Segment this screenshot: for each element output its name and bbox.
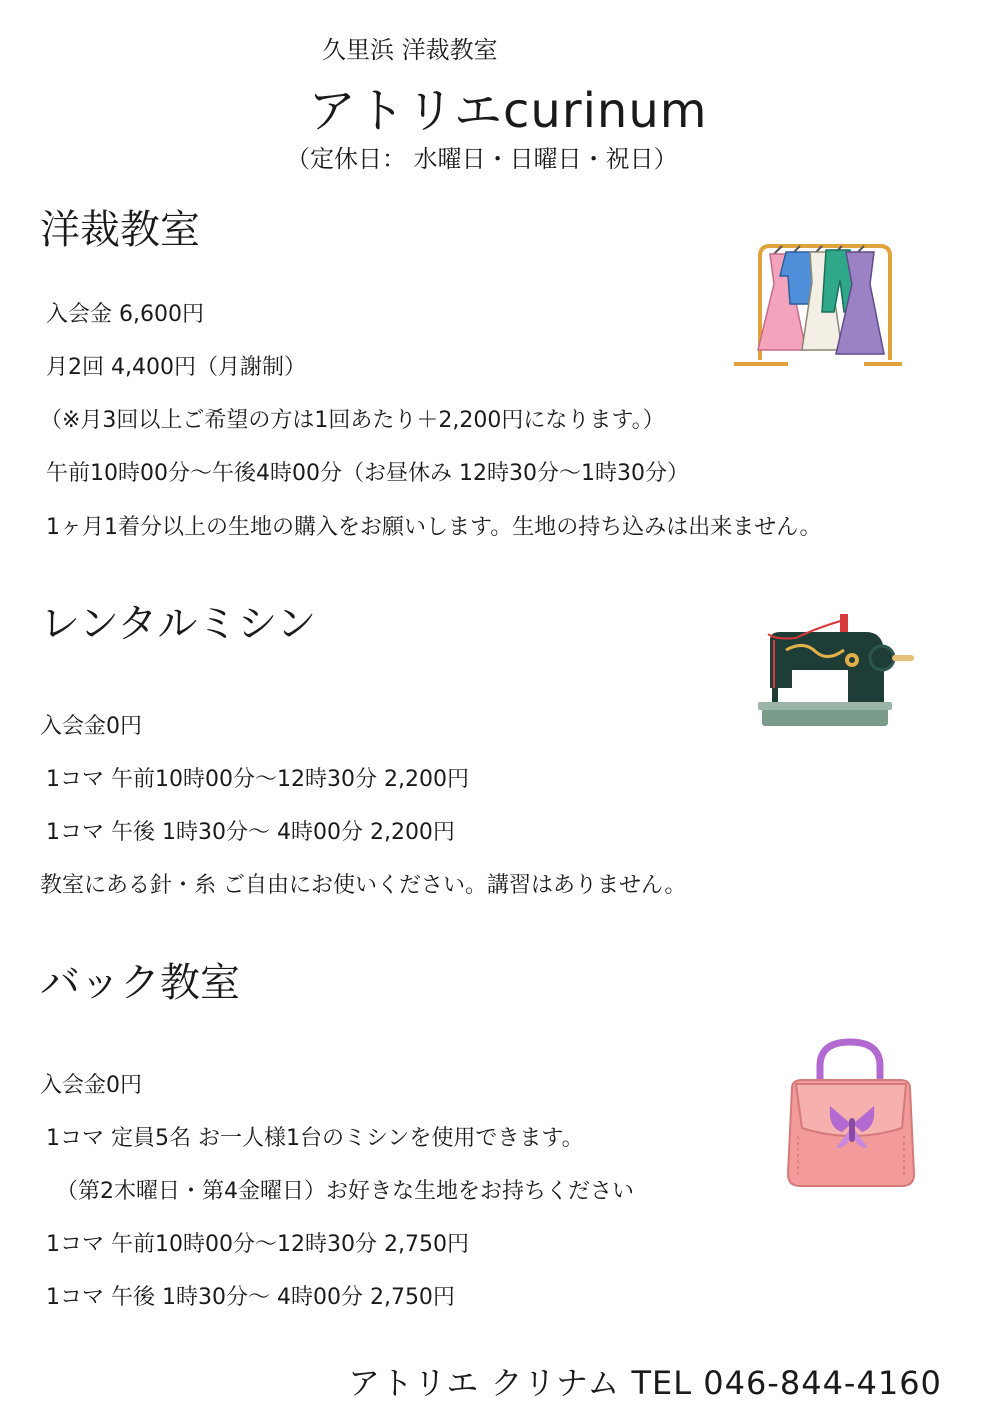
bag-class-heading: バック教室 xyxy=(40,960,240,1006)
page-title: アトリエcurinum xyxy=(308,83,708,139)
sewing-class-line: 月2回 4,400円（月謝制） xyxy=(46,355,306,380)
bag-class-line: 1コマ 定員5名 お一人様1台のミシンを使用できます。 xyxy=(46,1126,584,1151)
rental-machine-line: 入会金0円 xyxy=(40,714,142,739)
rental-machine-line: 1コマ 午後 1時30分〜 4時00分 2,200円 xyxy=(46,820,455,845)
bag-class-line: 1コマ 午前10時00分〜12時30分 2,750円 xyxy=(46,1232,469,1257)
rental-machine-heading: レンタルミシン xyxy=(40,601,317,647)
footer-contact: アトリエ クリナム TEL 046-844-4160 xyxy=(348,1364,942,1402)
bag-class-line: 1コマ 午後 1時30分〜 4時00分 2,750円 xyxy=(46,1285,455,1310)
bag-class-line: 入会金0円 xyxy=(40,1073,142,1098)
subtitle: 久里浜 洋裁教室 xyxy=(322,36,498,64)
rental-machine-line: 1コマ 午前10時00分〜12時30分 2,200円 xyxy=(46,767,469,792)
sewing-class-line: 1ヶ月1着分以上の生地の購入をお願いします。生地の持ち込みは出来ません。 xyxy=(46,515,822,540)
sewing-class-heading: 洋裁教室 xyxy=(40,207,200,253)
rental-machine-line: 教室にある針・糸 ご自由にお使いください。講習はありません。 xyxy=(40,873,687,898)
holiday-note: （定休日： 水曜日・日曜日・祝日） xyxy=(286,145,678,173)
sewing-class-line: 入会金 6,600円 xyxy=(46,302,204,327)
clothes-rack-icon xyxy=(730,232,906,372)
sewing-class-line: （※月3回以上ご希望の方は1回あたり＋2,200円になります。） xyxy=(40,408,665,433)
bag-class-line: （第2木曜日・第4金曜日）お好きな生地をお持ちください xyxy=(56,1179,634,1204)
handbag-icon xyxy=(782,1036,922,1192)
sewing-class-line: 午前10時00分〜午後4時00分（お昼休み 12時30分〜1時30分） xyxy=(46,461,689,486)
sewing-machine-icon xyxy=(756,610,920,730)
